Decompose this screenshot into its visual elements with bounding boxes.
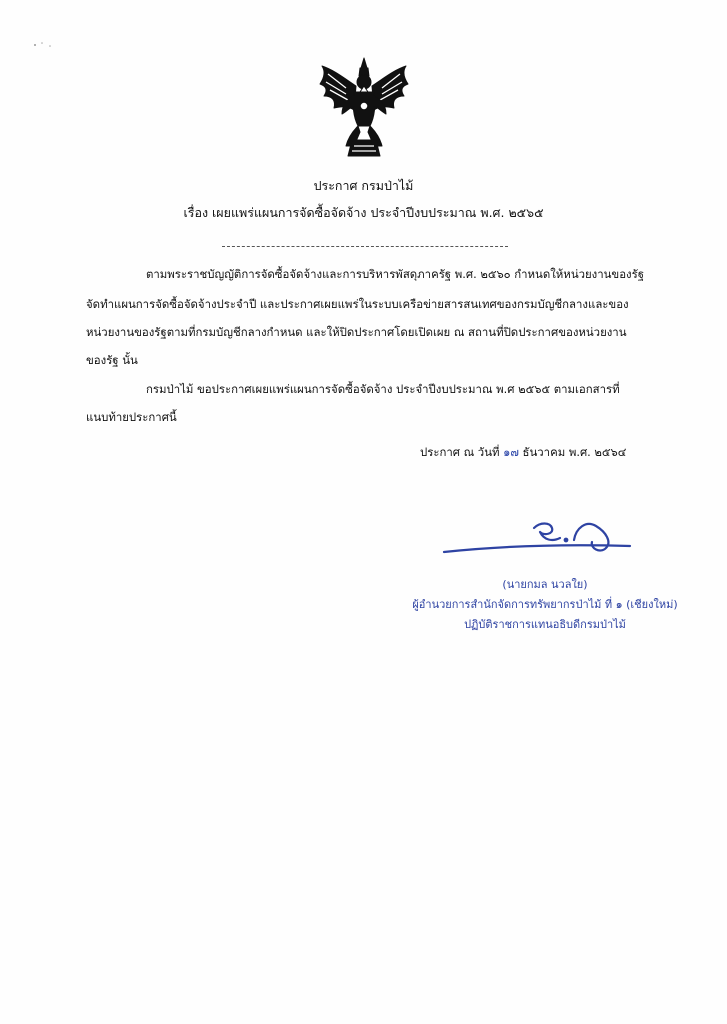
paragraph-1-line-4: ของรัฐ นั้น	[86, 353, 138, 367]
signer-acting-role: ปฏิบัติราชการแทนอธิบดีกรมป่าไม้	[464, 618, 626, 631]
garuda-emblem-icon	[316, 56, 412, 160]
paragraph-2-line-2: แนบท้ายประกาศนี้	[86, 410, 177, 424]
announcement-title: ประกาศ กรมป่าไม้	[313, 178, 414, 193]
announcement-date	[420, 444, 660, 460]
signer-name: (นายกมล นวลใย)	[502, 578, 588, 591]
date-prefix: ประกาศ ณ วันที่	[420, 445, 500, 459]
handwritten-signature	[440, 510, 640, 566]
separator-line	[222, 246, 508, 247]
scan-speck	[30, 40, 60, 50]
date-day: ๑๗	[503, 445, 519, 459]
signer-position: ผู้อำนวยการสำนักจัดการทรัพยากรป่าไม้ ที่ ๑ (เชียงใหม่)	[412, 598, 678, 611]
paragraph-1-line-3: หน่วยงานของรัฐตามที่กรมบัญชีกลางกำหนด และให้ปิดประกาศโดยเปิดเผย ณ สถานที่ปิดประกาศของหน่วยงาน	[86, 325, 627, 339]
paragraph-2-line-1: กรมป่าไม้ ขอประกาศเผยแพร่แผนการจัดซื้อจัดจ้าง ประจำปีงบประมาณ พ.ศ ๒๕๖๕ ตามเอกสารที่	[146, 382, 620, 396]
paragraph-1-line-2: จัดทำแผนการจัดซื้อจัดจ้างประจำปี และประกาศเผยแพร่ในระบบเครือข่ายสารสนเทศของกรมบัญชีกลางและของ	[86, 297, 629, 311]
paragraph-1-line-1: ตามพระราชบัญญัติการจัดซื้อจัดจ้างและการบริหารพัสดุภาครัฐ พ.ศ. ๒๕๖๐ กำหนดให้หน่วยงานของรัฐ	[146, 267, 645, 281]
announcement-subject: เรื่อง เผยแพร่แผนการจัดซื้อจัดจ้าง ประจำปีงบประมาณ พ.ศ. ๒๕๖๕	[183, 205, 544, 220]
date-month-year: ธันวาคม พ.ศ. ๒๕๖๔	[522, 445, 627, 459]
